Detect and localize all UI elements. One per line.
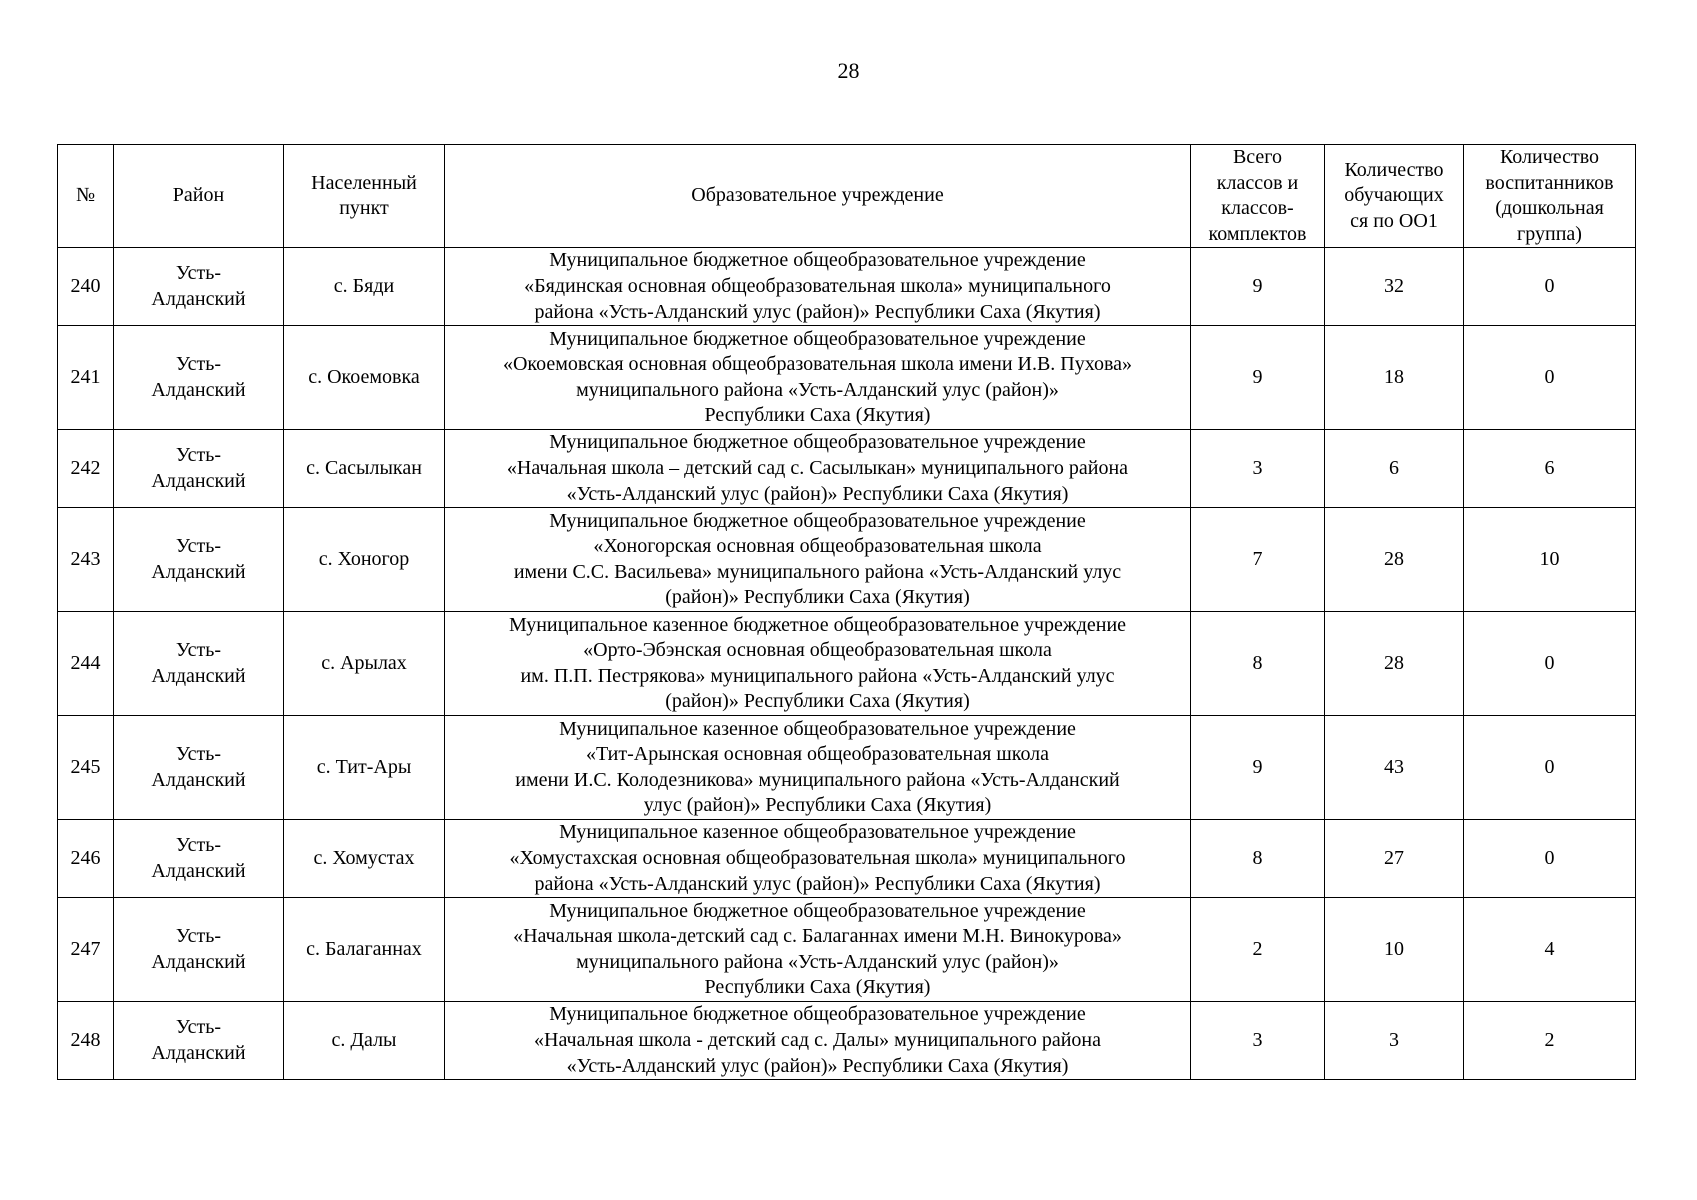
header-classes-line: классов и: [1216, 171, 1299, 194]
cell-pupils: 6: [1325, 430, 1464, 508]
cell-uchr-line: Муниципальное бюджетное общеобразовательное учреждение: [549, 431, 1086, 454]
cell-rayon-line: Усть-: [175, 444, 222, 467]
cell-num: 241: [58, 326, 114, 430]
cell-rayon-line: Алданский: [151, 287, 246, 310]
table-row: [58, 508, 1636, 612]
cell-classes: 9: [1191, 326, 1325, 430]
cell-rayon-line: Алданский: [151, 1041, 246, 1064]
header-kids-line: (дошкольная: [1495, 197, 1604, 220]
cell-punkt: с. Хомустах: [284, 820, 445, 898]
cell-uchr-line: имени И.С. Колодезникова» муниципального района «Усть-Алданский: [515, 768, 1120, 791]
table-row: [58, 326, 1636, 430]
cell-punkt: с. Арылах: [284, 612, 445, 716]
cell-uchr-line: Муниципальное бюджетное общеобразовательное учреждение: [549, 1003, 1086, 1026]
header-punkt: [284, 145, 445, 248]
cell-rayon-line: Усть-: [175, 353, 222, 376]
header-punkt-line: Населенный: [311, 171, 417, 194]
table-row: [58, 820, 1636, 898]
cell-uchr-line: улус (район)» Республики Саха (Якутия): [643, 794, 992, 817]
cell-uchr-line: «Окоемовская основная общеобразовательная школа имени И.В. Пухова»: [502, 353, 1133, 376]
cell-uchr-line: «Бядинская основная общеобразовательная школа» муниципального: [524, 275, 1111, 298]
cell-classes: 9: [1191, 248, 1325, 326]
cell-uchr-line: Муниципальное бюджетное общеобразовательное учреждение: [549, 327, 1086, 350]
cell-uchr: [445, 430, 1191, 508]
cell-num: 243: [58, 508, 114, 612]
header-num: №: [58, 145, 114, 248]
cell-uchr-line: имени С.С. Васильева» муниципального района «Усть-Алданский улус: [513, 560, 1122, 583]
cell-classes: 3: [1191, 1002, 1325, 1080]
cell-pupils: 10: [1325, 898, 1464, 1002]
cell-rayon-line: Алданский: [151, 378, 246, 401]
cell-classes: 9: [1191, 716, 1325, 820]
cell-num: 245: [58, 716, 114, 820]
cell-rayon-line: Усть-: [175, 743, 222, 766]
cell-rayon-line: Алданский: [151, 950, 246, 973]
cell-punkt: с. Бяди: [284, 248, 445, 326]
cell-rayon-line: Алданский: [151, 664, 246, 687]
cell-kids: 10: [1464, 508, 1636, 612]
cell-rayon-line: Усть-: [175, 834, 222, 857]
cell-punkt: с. Тит-Ары: [284, 716, 445, 820]
header-uchr: Образовательное учреждение: [445, 145, 1191, 248]
cell-classes: 8: [1191, 612, 1325, 716]
cell-punkt: с. Балаганнах: [284, 898, 445, 1002]
table-row: [58, 716, 1636, 820]
cell-kids: 4: [1464, 898, 1636, 1002]
cell-pupils: 3: [1325, 1002, 1464, 1080]
cell-uchr-line: «Орто-Эбэнская основная общеобразовательная школа: [583, 639, 1052, 662]
table-row: [58, 248, 1636, 326]
cell-uchr-line: Муниципальное бюджетное общеобразовательное учреждение: [549, 249, 1086, 272]
cell-uchr-line: «Тит-Арынская основная общеобразовательная школа: [585, 743, 1050, 766]
cell-uchr: [445, 508, 1191, 612]
cell-uchr-line: «Начальная школа - детский сад с. Далы» муниципального района: [534, 1029, 1101, 1052]
schools-table: [57, 144, 1636, 1080]
cell-uchr-line: «Хоногорская основная общеобразовательная школа: [593, 535, 1042, 558]
cell-punkt: с. Далы: [284, 1002, 445, 1080]
cell-num: 244: [58, 612, 114, 716]
cell-rayon: [114, 716, 284, 820]
cell-kids: 2: [1464, 1002, 1636, 1080]
cell-pupils: 27: [1325, 820, 1464, 898]
cell-classes: 3: [1191, 430, 1325, 508]
cell-uchr: [445, 716, 1191, 820]
cell-rayon: [114, 248, 284, 326]
table-row: [58, 612, 1636, 716]
cell-pupils: 18: [1325, 326, 1464, 430]
cell-uchr: [445, 612, 1191, 716]
cell-rayon-line: Усть-: [175, 262, 222, 285]
table-row: [58, 898, 1636, 1002]
cell-kids: 6: [1464, 430, 1636, 508]
cell-rayon: [114, 508, 284, 612]
header-punkt-line: пункт: [339, 197, 389, 220]
cell-kids: 0: [1464, 716, 1636, 820]
cell-uchr: [445, 820, 1191, 898]
cell-uchr-line: Муниципальное казенное бюджетное общеобразовательное учреждение: [508, 613, 1127, 636]
cell-uchr-line: «Начальная школа – детский сад с. Сасылыкан» муниципального района: [506, 457, 1129, 480]
cell-uchr: [445, 1002, 1191, 1080]
cell-uchr: [445, 326, 1191, 430]
cell-uchr: [445, 898, 1191, 1002]
header-pupils-line: обучающих: [1344, 184, 1444, 207]
cell-classes: 2: [1191, 898, 1325, 1002]
cell-uchr-line: им. П.П. Пестрякова» муниципального района «Усть-Алданский улус: [520, 664, 1115, 687]
cell-uchr-line: района «Усть-Алданский улус (район)» Республики Саха (Якутия): [534, 300, 1101, 323]
cell-num: 240: [58, 248, 114, 326]
header-classes-line: комплектов: [1208, 222, 1307, 245]
cell-uchr-line: муниципального района «Усть-Алданский улус (район)»: [576, 950, 1059, 973]
cell-rayon-line: Усть-: [175, 1016, 222, 1039]
header-classes-line: классов-: [1221, 197, 1294, 220]
cell-rayon: [114, 430, 284, 508]
cell-uchr-line: «Хомустахская основная общеобразовательная школа» муниципального: [509, 847, 1126, 870]
cell-pupils: 28: [1325, 508, 1464, 612]
cell-uchr-line: муниципального района «Усть-Алданский улус (район)»: [576, 378, 1059, 401]
header-classes-line: Всего: [1232, 146, 1283, 168]
cell-kids: 0: [1464, 612, 1636, 716]
cell-uchr-line: «Усть-Алданский улус (район)» Республики Саха (Якутия): [566, 1054, 1069, 1077]
table-row: [58, 430, 1636, 508]
cell-pupils: 43: [1325, 716, 1464, 820]
cell-kids: 0: [1464, 248, 1636, 326]
cell-uchr-line: (район)» Республики Саха (Якутия): [665, 690, 970, 713]
cell-uchr-line: Республики Саха (Якутия): [704, 404, 931, 427]
cell-classes: 7: [1191, 508, 1325, 612]
cell-num: 247: [58, 898, 114, 1002]
cell-rayon: [114, 820, 284, 898]
cell-classes: 8: [1191, 820, 1325, 898]
cell-kids: 0: [1464, 326, 1636, 430]
table-header-row: [58, 145, 1636, 248]
cell-punkt: с. Окоемовка: [284, 326, 445, 430]
cell-uchr-line: района «Усть-Алданский улус (район)» Республики Саха (Якутия): [534, 872, 1101, 895]
cell-punkt: с. Хоногор: [284, 508, 445, 612]
header-kids-line: Количество: [1499, 146, 1600, 168]
cell-rayon: [114, 898, 284, 1002]
cell-rayon-line: Алданский: [151, 768, 246, 791]
cell-rayon-line: Алданский: [151, 560, 246, 583]
cell-rayon-line: Алданский: [151, 469, 246, 492]
cell-rayon-line: Усть-: [175, 535, 222, 558]
page-number: 28: [837, 58, 860, 83]
cell-rayon-line: Усть-: [175, 925, 222, 948]
header-rayon: Район: [114, 145, 284, 248]
cell-uchr-line: (район)» Республики Саха (Якутия): [665, 586, 970, 609]
cell-rayon-line: Усть-: [175, 639, 222, 662]
cell-uchr: [445, 248, 1191, 326]
cell-kids: 0: [1464, 820, 1636, 898]
header-kids-line: воспитанников: [1485, 171, 1614, 194]
cell-rayon-line: Алданский: [151, 859, 246, 882]
cell-uchr-line: Муниципальное казенное общеобразовательное учреждение: [559, 717, 1076, 740]
cell-num: 248: [58, 1002, 114, 1080]
cell-num: 246: [58, 820, 114, 898]
cell-uchr-line: Республики Саха (Якутия): [704, 976, 931, 999]
cell-rayon: [114, 1002, 284, 1080]
cell-uchr-line: «Усть-Алданский улус (район)» Республики Саха (Якутия): [566, 482, 1069, 505]
table-row: [58, 1002, 1636, 1080]
cell-uchr-line: Муниципальное бюджетное общеобразовательное учреждение: [549, 899, 1086, 922]
header-pupils-line: Количество: [1344, 158, 1444, 181]
cell-pupils: 32: [1325, 248, 1464, 326]
cell-num: 242: [58, 430, 114, 508]
cell-punkt: с. Сасылыкан: [284, 430, 445, 508]
cell-pupils: 28: [1325, 612, 1464, 716]
header-pupils-line: ся по ОО1: [1350, 209, 1438, 232]
cell-uchr-line: «Начальная школа-детский сад с. Балаганнах имени М.Н. Винокурова»: [513, 925, 1122, 948]
header-classes: [1191, 145, 1325, 248]
cell-uchr-line: Муниципальное казенное общеобразовательное учреждение: [559, 821, 1076, 844]
cell-rayon: [114, 326, 284, 430]
header-kids-line: группа): [1517, 222, 1582, 245]
cell-rayon: [114, 612, 284, 716]
cell-uchr-line: Муниципальное бюджетное общеобразовательное учреждение: [549, 509, 1086, 532]
header-kids: [1464, 145, 1636, 248]
header-pupils: [1325, 145, 1464, 248]
